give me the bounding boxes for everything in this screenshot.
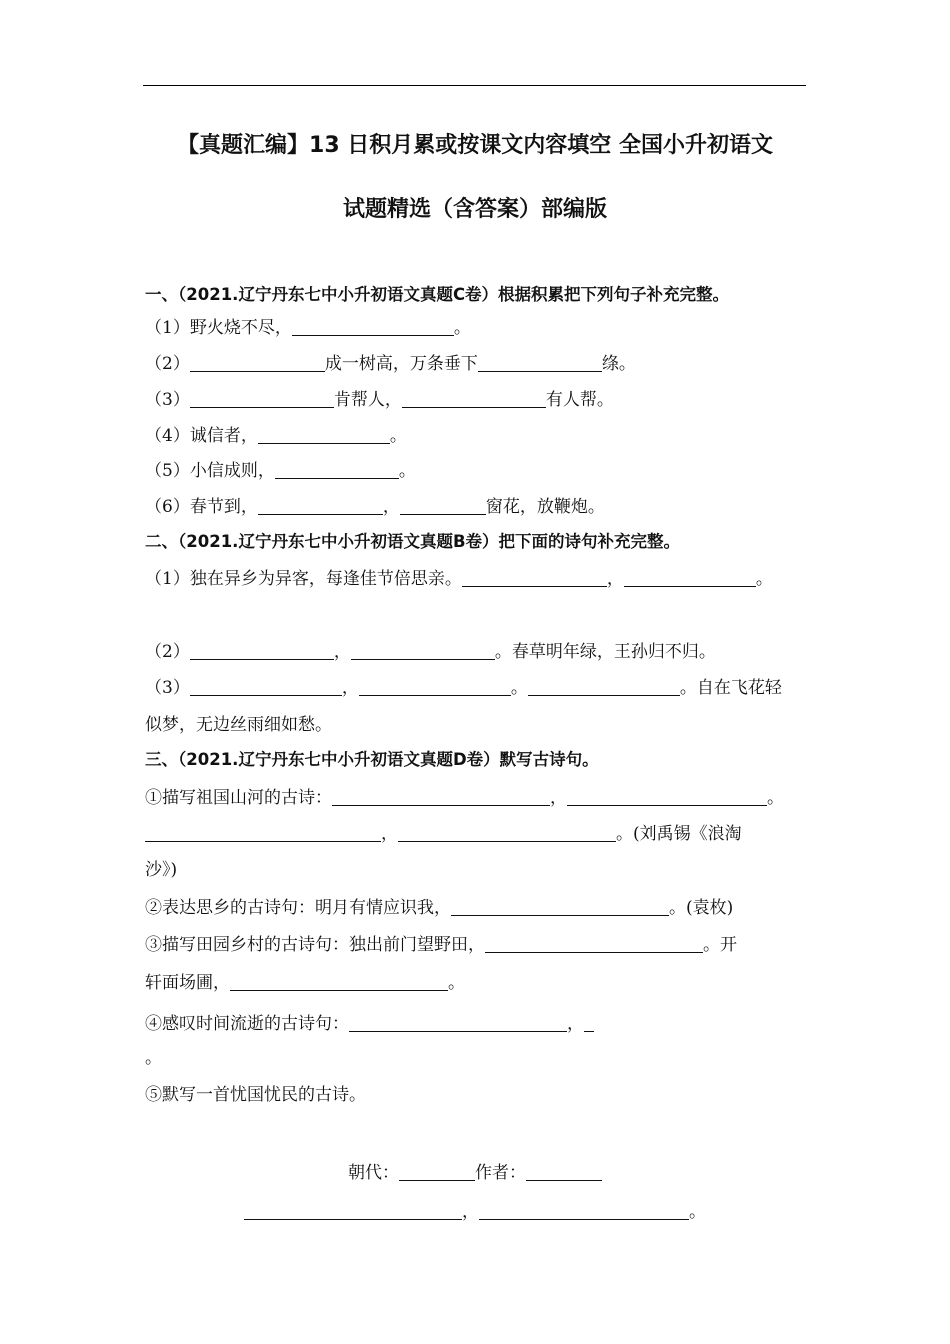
s3-item-1-cont [145, 822, 742, 846]
item-text: 绦。 [601, 354, 636, 374]
item-text: 。 [453, 318, 471, 338]
item-text: 描写田园乡村的古诗句：独出前门望野田， [162, 935, 485, 955]
item-text: 窗花，放鞭炮。 [485, 497, 605, 517]
answer-blank[interactable] [584, 1013, 594, 1032]
s1-item-2 [145, 352, 636, 376]
answer-blank[interactable] [244, 1201, 462, 1220]
item-number: （3） [145, 678, 190, 698]
item-text: ， [606, 569, 624, 589]
s2-item-2 [145, 640, 716, 664]
item-text: ， [550, 788, 567, 808]
item-text: 。开 [703, 935, 737, 955]
author-blank[interactable] [526, 1162, 602, 1181]
item-text: 。(刘禹锡《浪淘 [616, 824, 742, 844]
answer-blank[interactable] [451, 897, 669, 916]
s2-item-1 [145, 567, 773, 591]
item-number: ④ [145, 1014, 162, 1034]
item-text: 描写祖国山河的古诗： [162, 788, 332, 808]
dynasty-label: 朝代： [348, 1163, 399, 1183]
section3-heading: 三、（2021.辽宁丹东七中小升初语文真题D卷）默写古诗句。 [145, 750, 599, 769]
s1-item-1 [145, 316, 471, 340]
s1-item-6 [145, 495, 605, 519]
item-text: 。 [389, 426, 407, 446]
item-text: 。 [767, 788, 784, 808]
item-text: 。 [755, 569, 773, 589]
item-number: （2） [145, 354, 190, 374]
item-text: 。 [448, 973, 465, 993]
item-text: 感叹时间流逝的古诗句： [162, 1014, 349, 1034]
answer-blank[interactable] [292, 317, 454, 336]
poem-info-line [0, 1158, 950, 1183]
item-number: （1） [145, 318, 190, 338]
poem-verse-line [0, 1197, 950, 1222]
answer-blank[interactable] [398, 823, 616, 842]
answer-blank[interactable] [349, 1013, 567, 1032]
s2-item-3 [145, 676, 782, 700]
answer-blank[interactable] [275, 460, 399, 479]
item-text: 有人帮。 [545, 390, 614, 410]
s3-item-2 [145, 896, 733, 920]
answer-blank[interactable] [190, 389, 334, 408]
s1-item-3 [145, 388, 614, 412]
answer-blank[interactable] [528, 677, 680, 696]
section1-heading: 一、（2021.辽宁丹东七中小升初语文真题C卷）根据积累把下列句子补充完整。 [145, 285, 730, 304]
item-text: ， [462, 1202, 479, 1222]
item-text: 春节到， [189, 497, 258, 517]
s1-item-4 [145, 424, 407, 448]
item-number: ⑤ [145, 1085, 162, 1105]
item-text: ， [567, 1014, 584, 1034]
section2-heading: 二、（2021.辽宁丹东七中小升初语文真题B卷）把下面的诗句补充完整。 [145, 532, 681, 551]
item-text: 默写一首忧国忧民的古诗。 [162, 1085, 366, 1105]
item-number: （6） [145, 497, 190, 517]
item-text: ， [382, 497, 400, 517]
answer-blank[interactable] [258, 425, 390, 444]
answer-blank[interactable] [258, 496, 383, 515]
answer-blank[interactable] [190, 677, 342, 696]
answer-blank[interactable] [190, 641, 334, 660]
item-number: ② [145, 898, 162, 918]
answer-blank[interactable] [400, 496, 486, 515]
item-text: 。春草明年绿，王孙归不归。 [494, 642, 716, 662]
item-number: （4） [145, 426, 190, 446]
item-text: 。 [689, 1202, 706, 1222]
answer-blank[interactable] [402, 389, 546, 408]
item-number: （1） [145, 569, 190, 589]
answer-blank[interactable] [624, 568, 756, 587]
item-text: 小信成则， [189, 461, 275, 481]
item-text: 表达思乡的古诗句：明月有情应识我， [162, 898, 451, 918]
item-number: （5） [145, 461, 190, 481]
item-text: ， [341, 678, 359, 698]
answer-blank[interactable] [332, 787, 550, 806]
answer-blank[interactable] [567, 787, 767, 806]
item-text: 。 [510, 678, 528, 698]
item-number: （3） [145, 390, 190, 410]
s2-item-3-cont: 似梦，无边丝雨细如愁。 [145, 715, 332, 735]
item-text: 。自在飞花轻 [679, 678, 782, 698]
dynasty-blank[interactable] [399, 1162, 475, 1181]
item-text: 诚信者， [189, 426, 258, 446]
item-number: ③ [145, 935, 162, 955]
answer-blank[interactable] [230, 972, 448, 991]
s3-item-1 [145, 786, 784, 810]
answer-blank[interactable] [359, 677, 511, 696]
s3-item-4 [145, 1012, 594, 1036]
item-text: 。 [398, 461, 416, 481]
answer-blank[interactable] [190, 353, 325, 372]
s3-item-1-cont2: 沙》) [145, 860, 178, 880]
s1-item-5 [145, 459, 416, 483]
answer-blank[interactable] [462, 568, 607, 587]
s3-item-4-cont: 。 [145, 1048, 162, 1068]
item-number: ① [145, 788, 162, 808]
page-title-line2: 试题精选（含答案）部编版 [342, 197, 607, 222]
item-text: ， [381, 824, 398, 844]
item-text: 肯帮人， [333, 390, 402, 410]
answer-blank[interactable] [485, 934, 703, 953]
answer-blank[interactable] [478, 353, 602, 372]
item-text: 。(袁枚) [669, 898, 734, 918]
header-rule [143, 85, 806, 86]
item-number: （2） [145, 642, 190, 662]
item-text: 野火烧不尽， [189, 318, 292, 338]
item-text: ， [333, 642, 351, 662]
item-text: 轩面场圃， [145, 973, 230, 993]
item-text: 独在异乡为异客，每逢佳节倍思亲。 [189, 569, 462, 589]
s3-item-3 [145, 933, 737, 957]
answer-blank[interactable] [145, 823, 381, 842]
s3-item-3-cont [145, 971, 465, 995]
s3-item-5 [145, 1083, 366, 1107]
author-label: 作者： [475, 1163, 526, 1183]
answer-blank[interactable] [479, 1201, 689, 1220]
item-text: 成一树高，万条垂下 [324, 354, 478, 374]
page-title-line1: 【真题汇编】13 日积月累或按课文内容填空 全国小升初语文 [177, 133, 773, 158]
answer-blank[interactable] [351, 641, 495, 660]
